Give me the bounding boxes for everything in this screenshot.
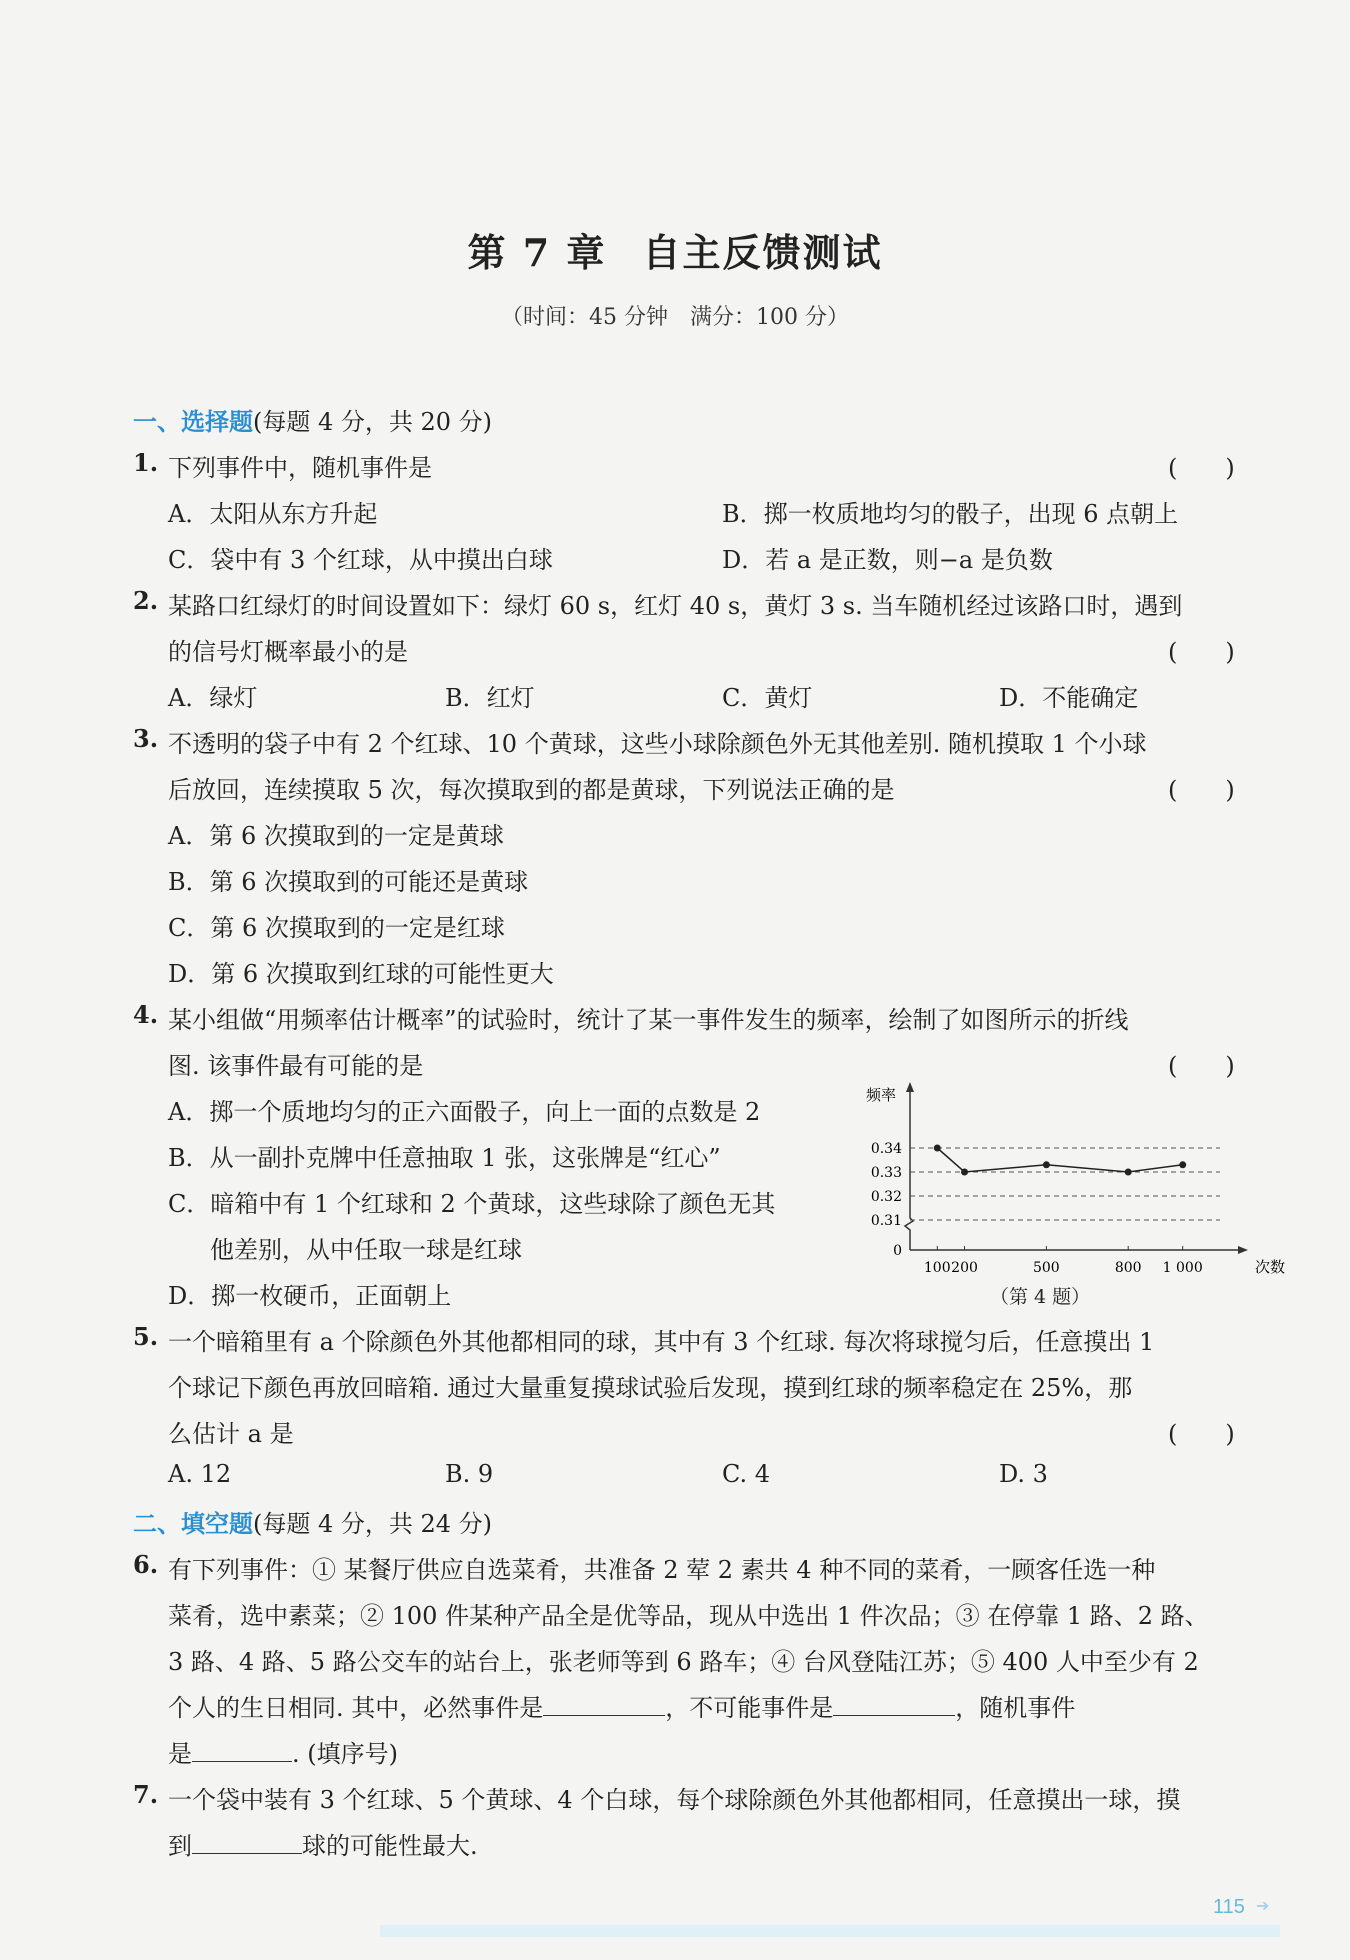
question-number: 7. <box>133 1780 159 1809</box>
option-a: A. 12 <box>168 1460 232 1488</box>
question-text: 的信号灯概率最小的是 <box>168 638 408 666</box>
question-number: 3. <box>133 724 159 753</box>
option-a: A．掷一个质地均匀的正六面骰子，向上一面的点数是 2 <box>168 1098 761 1126</box>
question-text: 有下列事件：① 某餐厅供应自选菜肴，共准备 2 荤 2 素共 4 种不同的菜肴，一顾客任选一种 <box>168 1556 1156 1584</box>
data-point <box>1043 1161 1050 1168</box>
text-segment: . (填序号) <box>292 1740 398 1768</box>
y-axis <box>905 1090 913 1250</box>
question-text: 3 路、4 路、5 路公交车的站台上，张老师等到 6 路车；④ 台风登陆江苏；⑤ 400 人中至少有 2 <box>168 1648 1199 1676</box>
answer-paren[interactable]: ( ) <box>1168 1420 1235 1448</box>
question-number: 1. <box>133 448 159 477</box>
option-d: D．第 6 次摸取到红球的可能性更大 <box>168 960 554 988</box>
option-c: C．黄灯 <box>722 684 813 712</box>
question-text: 个球记下颜色再放回暗箱. 通过大量重复摸球试验后发现，摸到红球的频率稳定在 25%，那 <box>168 1374 1133 1402</box>
answer-paren[interactable]: ( ) <box>1168 638 1235 666</box>
data-point <box>934 1145 941 1152</box>
question-number: 5. <box>133 1322 159 1351</box>
chapter-title: 自主反馈测试 <box>642 230 883 275</box>
answer-blank-random[interactable] <box>192 1735 292 1762</box>
question-text: 一个暗箱里有 a 个除颜色外其他都相同的球，其中有 3 个红球. 每次将球搅匀后，任意摸出 1 <box>168 1328 1155 1356</box>
chart-caption: （第 4 题） <box>990 1286 1091 1308</box>
question-text <box>168 1734 398 1769</box>
subtitle: （时间：45 分钟 满分：100 分） <box>501 305 849 330</box>
x-tick-label: 100 <box>923 1260 951 1276</box>
question-text: 图. 该事件最有可能的是 <box>168 1052 424 1080</box>
y-axis-label: 频率 <box>865 1086 896 1104</box>
answer-blank[interactable] <box>192 1827 302 1854</box>
x-tick-label: 500 <box>1032 1260 1060 1276</box>
option-c: C．第 6 次摸取到的一定是红球 <box>168 914 505 942</box>
question-text: 菜肴，选中素菜；② 100 件某种产品全是优等品，现从中选出 1 件次品；③ 在停靠 1 路、2 路、 <box>168 1602 1209 1630</box>
question-text <box>168 1826 478 1861</box>
x-tick-label: 1 000 <box>1162 1260 1203 1276</box>
answer-paren[interactable]: ( ) <box>1168 1052 1235 1080</box>
answer-paren[interactable]: ( ) <box>1168 454 1235 482</box>
section-heading-fill <box>133 1504 492 1539</box>
data-point <box>1179 1161 1186 1168</box>
option-b: B．从一副扑克牌中任意抽取 1 张，这张牌是“红心” <box>168 1144 721 1172</box>
question-text: 某小组做“用频率估计概率”的试验时，统计了某一事件发生的频率，绘制了如图所示的折线 <box>168 1006 1129 1034</box>
data-point <box>961 1169 968 1176</box>
question-text <box>168 1688 1075 1723</box>
question-text: 后放回，连续摸取 5 次，每次摸取到的都是黄球，下列说法正确的是 <box>168 776 895 804</box>
question-number: 4. <box>133 1000 159 1029</box>
arrow-icon: ➔ <box>1256 1896 1270 1915</box>
question-number: 6. <box>133 1550 159 1579</box>
option-c: C. 4 <box>722 1460 771 1488</box>
x-axis-arrow <box>1238 1246 1248 1254</box>
option-d: D．掷一枚硬币，正面朝上 <box>168 1282 452 1310</box>
option-c: C．袋中有 3 个红球，从中摸出白球 <box>168 546 553 574</box>
option-b: B．红灯 <box>445 684 535 712</box>
text-segment: 到 <box>168 1832 192 1860</box>
y-axis-arrow <box>906 1082 914 1092</box>
option-a: A．绿灯 <box>168 684 258 712</box>
section-note: (每题 4 分，共 20 分) <box>253 408 493 436</box>
text-segment: 球的可能性最大. <box>302 1832 478 1860</box>
y-tick-label: 0 <box>893 1243 902 1259</box>
option-d: D．若 a 是正数，则−a 是负数 <box>722 546 1053 574</box>
question-text: 一个袋中装有 3 个红球、5 个黄球、4 个白球，每个球除颜色外其他都相同，任意摸出一球，摸 <box>168 1786 1181 1814</box>
text-segment: 个人的生日相同. 其中，必然事件是 <box>168 1694 544 1722</box>
x-axis-label: 次数 <box>1255 1258 1286 1276</box>
option-c-continued: 他差别，从中任取一球是红球 <box>210 1236 522 1264</box>
option-a: A．太阳从东方升起 <box>168 500 378 528</box>
page-number: 115 <box>1213 1896 1245 1918</box>
x-tick-label: 800 <box>1114 1260 1142 1276</box>
question-text: 么估计 a 是 <box>168 1420 294 1448</box>
option-a: A．第 6 次摸取到的一定是黄球 <box>168 822 504 850</box>
y-tick-label: 0.31 <box>870 1213 902 1229</box>
answer-blank-impossible[interactable] <box>833 1689 955 1716</box>
text-segment: ，随机事件 <box>955 1694 1076 1722</box>
footer-bar <box>380 1925 1280 1937</box>
section-title: 二、填空题 <box>133 1509 253 1538</box>
option-b: B．掷一枚质地均匀的骰子，出现 6 点朝上 <box>722 500 1179 528</box>
data-point <box>1125 1169 1132 1176</box>
question-text: 某路口红绿灯的时间设置如下：绿灯 60 s，红灯 40 s，黄灯 3 s. 当车随机经过该路口时，遇到 <box>168 592 1183 620</box>
question-text: 下列事件中，随机事件是 <box>168 454 432 482</box>
frequency-line-chart <box>860 1080 1286 1310</box>
question-number: 2. <box>133 586 159 615</box>
option-b: B．第 6 次摸取到的可能还是黄球 <box>168 868 529 896</box>
section-note: (每题 4 分，共 24 分) <box>253 1510 493 1538</box>
answer-paren[interactable]: ( ) <box>1168 776 1235 804</box>
text-segment: 是 <box>168 1740 192 1768</box>
section-title: 一、选择题 <box>133 407 253 436</box>
question-text: 不透明的袋子中有 2 个红球、10 个黄球，这些小球除颜色外无其他差别. 随机摸取 1 个小球 <box>168 730 1147 758</box>
y-tick-label: 0.32 <box>870 1189 902 1205</box>
option-d: D. 3 <box>999 1460 1048 1488</box>
answer-blank-certain[interactable] <box>543 1689 665 1716</box>
text-segment: ，不可能事件是 <box>665 1694 834 1722</box>
y-tick-label: 0.34 <box>870 1141 902 1157</box>
option-d: D．不能确定 <box>999 684 1139 712</box>
chapter-label: 第 7 章 <box>467 230 607 275</box>
x-tick-label: 200 <box>951 1260 978 1276</box>
page-title <box>0 222 1350 277</box>
series-line <box>937 1148 1182 1172</box>
option-c: C．暗箱中有 1 个红球和 2 个黄球，这些球除了颜色无其 <box>168 1190 776 1218</box>
section-heading-choice <box>133 402 492 437</box>
option-b: B. 9 <box>445 1460 494 1488</box>
y-tick-label: 0.33 <box>870 1165 902 1181</box>
